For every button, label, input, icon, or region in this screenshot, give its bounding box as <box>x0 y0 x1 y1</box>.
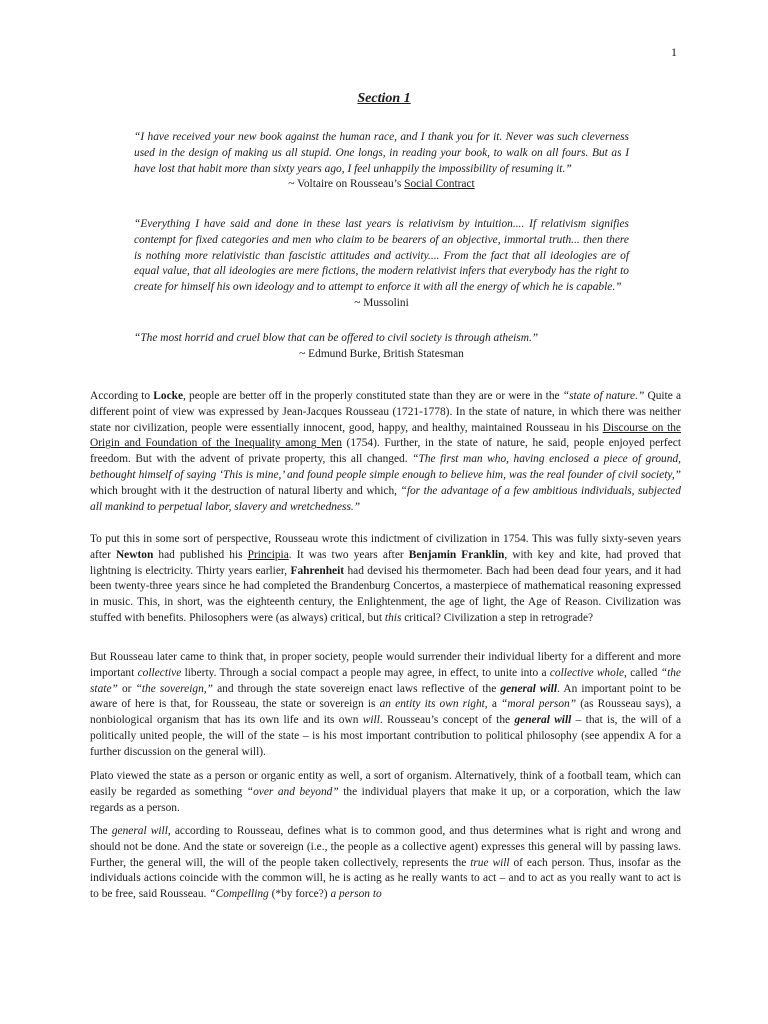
paragraph-true-will: The general will, according to Rousseau, defines what is to common good, and thus determines what is right and wrong and should not be done. And the state or sovereign (i.e., the people as a collective agent) expresses this general will by passing laws. Further, the general will, the will of the people taken collectively, represents the true will of each person. Thus, insofar as the individuals actions coincide with the common will, he is acting as he really wants to act – and to act as you really want to act is to be free, said Rousseau. “Compelling (*by force?) a person to <box>90 825 681 901</box>
principia-title: Principia <box>247 548 289 561</box>
quote-text: “Everything I have said and done in these last years is relativism by intuition.... If relativism signifies contempt for fixed categories and men who claim to be bearers of an objective, immortal truth... then there is nothing more relativistic than fascistic attitudes and activity.... From the fact that all ideologies are of equal value, that all ideologies are mere fictions, the modern relativist infers that everybody has the right to create for himself his own ideology and to attempt to enforce it with all the energy of which he is capable.” <box>134 218 629 294</box>
paragraph-plato: Plato viewed the state as a person or organic entity as well, a sort of organism. Alternatively, think of a football team, which can easily be regarded as something “over and beyond” the individual players that make it up, or a corporation, which the law regards as a person. <box>90 770 681 814</box>
epigraph-mussolini <box>134 217 629 312</box>
quote-attribution: ~ Voltaire on Rousseau’s Social Contract <box>288 178 475 191</box>
paragraph-general-will: But Rousseau later came to think that, in proper society, people would surrender their individual liberty for a different and more important collective liberty. Through a social compact a people may agree, in effect, to unite into a collective whole, called “the state” or “the sovereign,” and through the state sovereign enact laws reflective of the general will. An important point to be aware of here is that, for Rousseau, the state or sovereign is an entity its own right, a “moral person” (as Rousseau says), a nonbiological organism that has its own life and its own will. Rousseau’s concept of the general will – that is, the will of a politically united people, the will of the state – is his most important contribution to political philosophy (see appendix A for a further discussion on the general will). <box>90 651 681 758</box>
discourse-title: Discourse on the Origin and Foundation of the Inequality among Men <box>90 421 681 450</box>
quote-text: “I have received your new book against the human race, and I thank you for it. Never was such cleverness used in the design of making us all stupid. One longs, in reading your book, to walk on all fours. But as I have lost that habit more than sixty years ago, I feel unhappily the impossibility of resuming it.” <box>134 131 629 175</box>
page-number: 1 <box>671 45 677 59</box>
epigraph-burke <box>134 331 629 363</box>
quote-text: “The most horrid and cruel blow that can be offered to civil society is through atheism.” <box>134 332 539 344</box>
quote-attribution: ~ Mussolini <box>354 296 409 309</box>
paragraph-perspective: To put this in some sort of perspective, Rousseau wrote this indictment of civilization in 1754. This was fully sixty-seven years after Newton had published his Principia. It was two years after Benjamin Franklin, with key and kite, had proved that lightning is electricity. Thirty years earlier, Fahrenheit had devised his thermometer. Bach had been dead four years, and it had been twenty-three years since he had completed the Brandenburg Concertos, a masterpiece of mathematical reasoning expressed in music. This, in short, was the eighteenth century, the Enlightenment, the age of light, the Age of Reason. Civilization was stuffed with benefits. Philosophers were (as always) critical, but this critical? Civilization a step in retrograde? <box>90 533 681 624</box>
paragraph-locke-rousseau: According to Locke, people are better off in the properly constituted state than they are or were in the “state of nature.” Quite a different point of view was expressed by Jean-Jacques Rousseau (1721-1778). In the state of nature, in which there was neither state nor civilization, people were essentially innocent, good, happy, and healthy, maintained Rousseau in his Discourse on the Origin and Foundation of the Inequality among Men (1754). Further, in the state of nature, he said, people enjoyed perfect freedom. But with the advent of private property, this all changed. “The first man who, having enclosed a piece of ground, bethought himself of saying ‘This is mine,’ and found people simple enough to believe him, was the real founder of civil society,” which brought with it the destruction of natural liberty and which, “for the advantage of a few ambitious individuals, subjected all mankind to perpetual labor, slavery and wretchedness.” <box>90 390 681 513</box>
section-title: Section 1 <box>357 91 411 106</box>
quote-attribution: ~ Edmund Burke, British Statesman <box>299 347 464 360</box>
social-contract-title: Social Contract <box>404 178 475 191</box>
epigraph-voltaire <box>134 130 629 193</box>
